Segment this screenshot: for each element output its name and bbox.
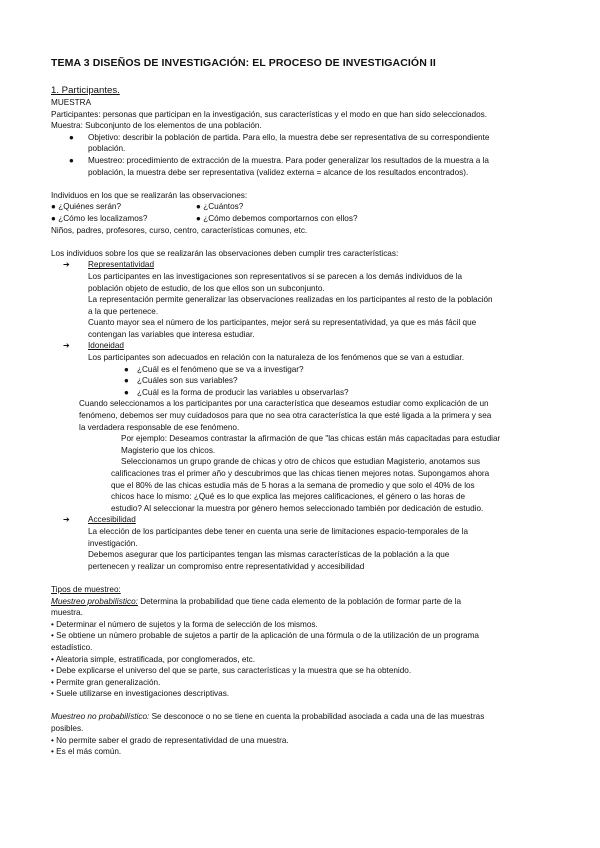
list-item: ● ¿Cuál es el fenómeno que se va a investigar? [124, 364, 304, 374]
list-item: • Permite gran generalización. [51, 677, 161, 687]
paragraph-line: La representación permite generalizar las observaciones realizadas en los participantes al resto de la población [88, 295, 493, 305]
list-item: • No permite saber el grado de representatividad de una muestra. [51, 735, 289, 745]
bullet-icon: ● [124, 387, 129, 397]
question: ● ¿Cómo debemos comportarnos con ellos? [196, 213, 358, 223]
paragraph-line: fenómeno, debemos ser muy cuidadosos para que no sea otra característica la que esté ligada a la primera y sea [79, 411, 492, 421]
arrow-icon: ➔ [63, 341, 70, 351]
arrow-item-accesibilidad: ➔ Accesibilidad [63, 515, 136, 525]
paragraph-line: investigación. [88, 538, 138, 548]
muestreo-probabilistico: Muestreo probabilístico: Determina la probabilidad que tiene cada elemento de la población de formar parte de la [51, 596, 462, 606]
list-item: ● ¿Cuál es la forma de producir las variables u observarlas? [124, 387, 349, 397]
example-line: que el 80% de las chicas estudia más de 5 horas a la semana de promedio y que solo el 40% de los [111, 480, 475, 490]
paragraph-line: Cuanto mayor sea el número de los participantes, mejor será su representatividad, ya que es más fácil que [88, 318, 477, 328]
bullet-icon: ● [124, 364, 129, 374]
paragraph-line: muestra. [51, 608, 83, 618]
arrow-icon: ➔ [63, 515, 70, 525]
paragraph-line: pertenecen y realizar un compromiso entre representatividad y accesibilidad [88, 561, 365, 571]
individuos-intro: Individuos en los que se realizarán las observaciones: [51, 190, 248, 200]
list-item-cont: población. [88, 144, 126, 154]
example-line: estudio? Al seleccionar la muestra por género hemos seleccionado también por dedicación de estudio. [111, 503, 484, 513]
question-row [51, 213, 551, 225]
muestreo-no-probabilistico: Muestreo no probabilístico: Se desconoce o no se tiene en cuenta la probabilidad asociada a cada una de las muestras [51, 712, 485, 722]
list-item: • Es el más común. [51, 747, 122, 757]
example-line: Seleccionamos un grupo grande de chicas y otro de chicos que estudian Magisterio, anotamos sus [121, 457, 481, 467]
paragraph-line: Los participantes son adecuados en relación con la naturaleza de los fenómenos que se van a estudiar. [88, 353, 464, 363]
subheading-muestra: MUESTRA [51, 98, 92, 107]
question: ● ¿Quiénes serán? [51, 202, 122, 212]
list-item-cont: población, la muestra debe ser representativa (validez externa = alcance de los resultados encontrados). [88, 167, 469, 177]
question: ● ¿Cuántos? [196, 202, 244, 212]
caracteristicas-intro: Los individuos sobre los que se realizarán las observaciones deben cumplir tres características: [51, 248, 399, 258]
list-item: • Determinar el número de sujetos y la forma de selección de los mismos. [51, 619, 318, 629]
list-item: • Aleatoria simple, estratificada, por conglomerados, etc. [51, 654, 256, 664]
paragraph-line: La elección de los participantes debe tener en cuenta una serie de limitaciones espacio-temporales de la [88, 526, 469, 536]
bullet-icon: ● [69, 132, 74, 142]
arrow-item-representatividad: ➔ Representatividad [63, 260, 154, 270]
definition-participantes: Participantes: personas que participan en la investigación, sus características y el modo en que han sido seleccionados. [51, 109, 488, 119]
list-item: • Debe explicarse el universo del que se parte, sus características y la muestra que se ha obtenido. [51, 666, 412, 676]
document-title: TEMA 3 DISEÑOS DE INVESTIGACIÓN: EL PROCESO DE INVESTIGACIÓN II [51, 57, 436, 69]
list-item: ● Muestreo: procedimiento de extracción de la muestra. Para poder generalizar los resultados de la muestra a la [69, 155, 489, 165]
list-item: ● Objetivo: describir la población de partida. Para ello, la muestra debe ser representativa de su correspondiente [69, 132, 490, 142]
bullet-icon: ● [69, 155, 74, 165]
arrow-item-idoneidad: ➔ Idoneidad [63, 341, 124, 351]
individuos-list: Niños, padres, profesores, curso, centro, características comunes, etc. [51, 225, 308, 235]
arrow-icon: ➔ [63, 260, 70, 270]
document-body [51, 85, 551, 758]
list-item: estadístico. [51, 642, 93, 652]
example-line: Magisterio que los chicos. [121, 445, 216, 455]
section-heading-participantes: 1. Participantes. [51, 85, 120, 96]
definition-muestra: Muestra: Subconjunto de los elementos de una población. [51, 121, 262, 131]
list-item: ● ¿Cuáles son sus variables? [124, 376, 238, 386]
list-item: • Se obtiene un número probable de sujetos a partir de la aplicación de una fórmula o de la utilización de un programa [51, 631, 479, 641]
bullet-icon: ● [124, 376, 129, 386]
paragraph-line: Debemos asegurar que los participantes tengan las mismas características de la población a la que [88, 550, 450, 560]
paragraph-line: a la que pertenece. [88, 306, 159, 316]
paragraph-line: población objeto de estudio, de los que ellos son un subconjunto. [88, 283, 325, 293]
paragraph-line: Los participantes en las investigaciones son representativos si se parecen a los demás individuos de la [88, 271, 463, 281]
example-line: chicos hace lo mismo: ¿Qué es lo que explica las mejores calificaciones, el género o las horas de [111, 492, 466, 502]
list-item: • Suele utilizarse en investigaciones descriptivas. [51, 689, 230, 699]
section-heading-tipos: Tipos de muestreo: [51, 584, 121, 594]
paragraph-line: Cuando seleccionamos a los participantes por una característica que deseamos estudiar como explicación de un [79, 399, 489, 409]
question: ● ¿Cómo les localizamos? [51, 213, 148, 223]
example-line: Por ejemplo: Deseamos contrastar la afirmación de que "las chicas están más capacitadas para estudiar [121, 434, 501, 444]
example-line: calificaciones tras el primer año y descubrimos que las chicas tienen mejores notas. Supongamos ahora [111, 469, 490, 478]
paragraph-line: posibles. [51, 724, 84, 734]
paragraph-line: contengan las variables que interesa estudiar. [88, 329, 255, 339]
question-row [51, 201, 551, 213]
paragraph-line: la verdadera responsable de ese fenómeno. [79, 422, 240, 432]
